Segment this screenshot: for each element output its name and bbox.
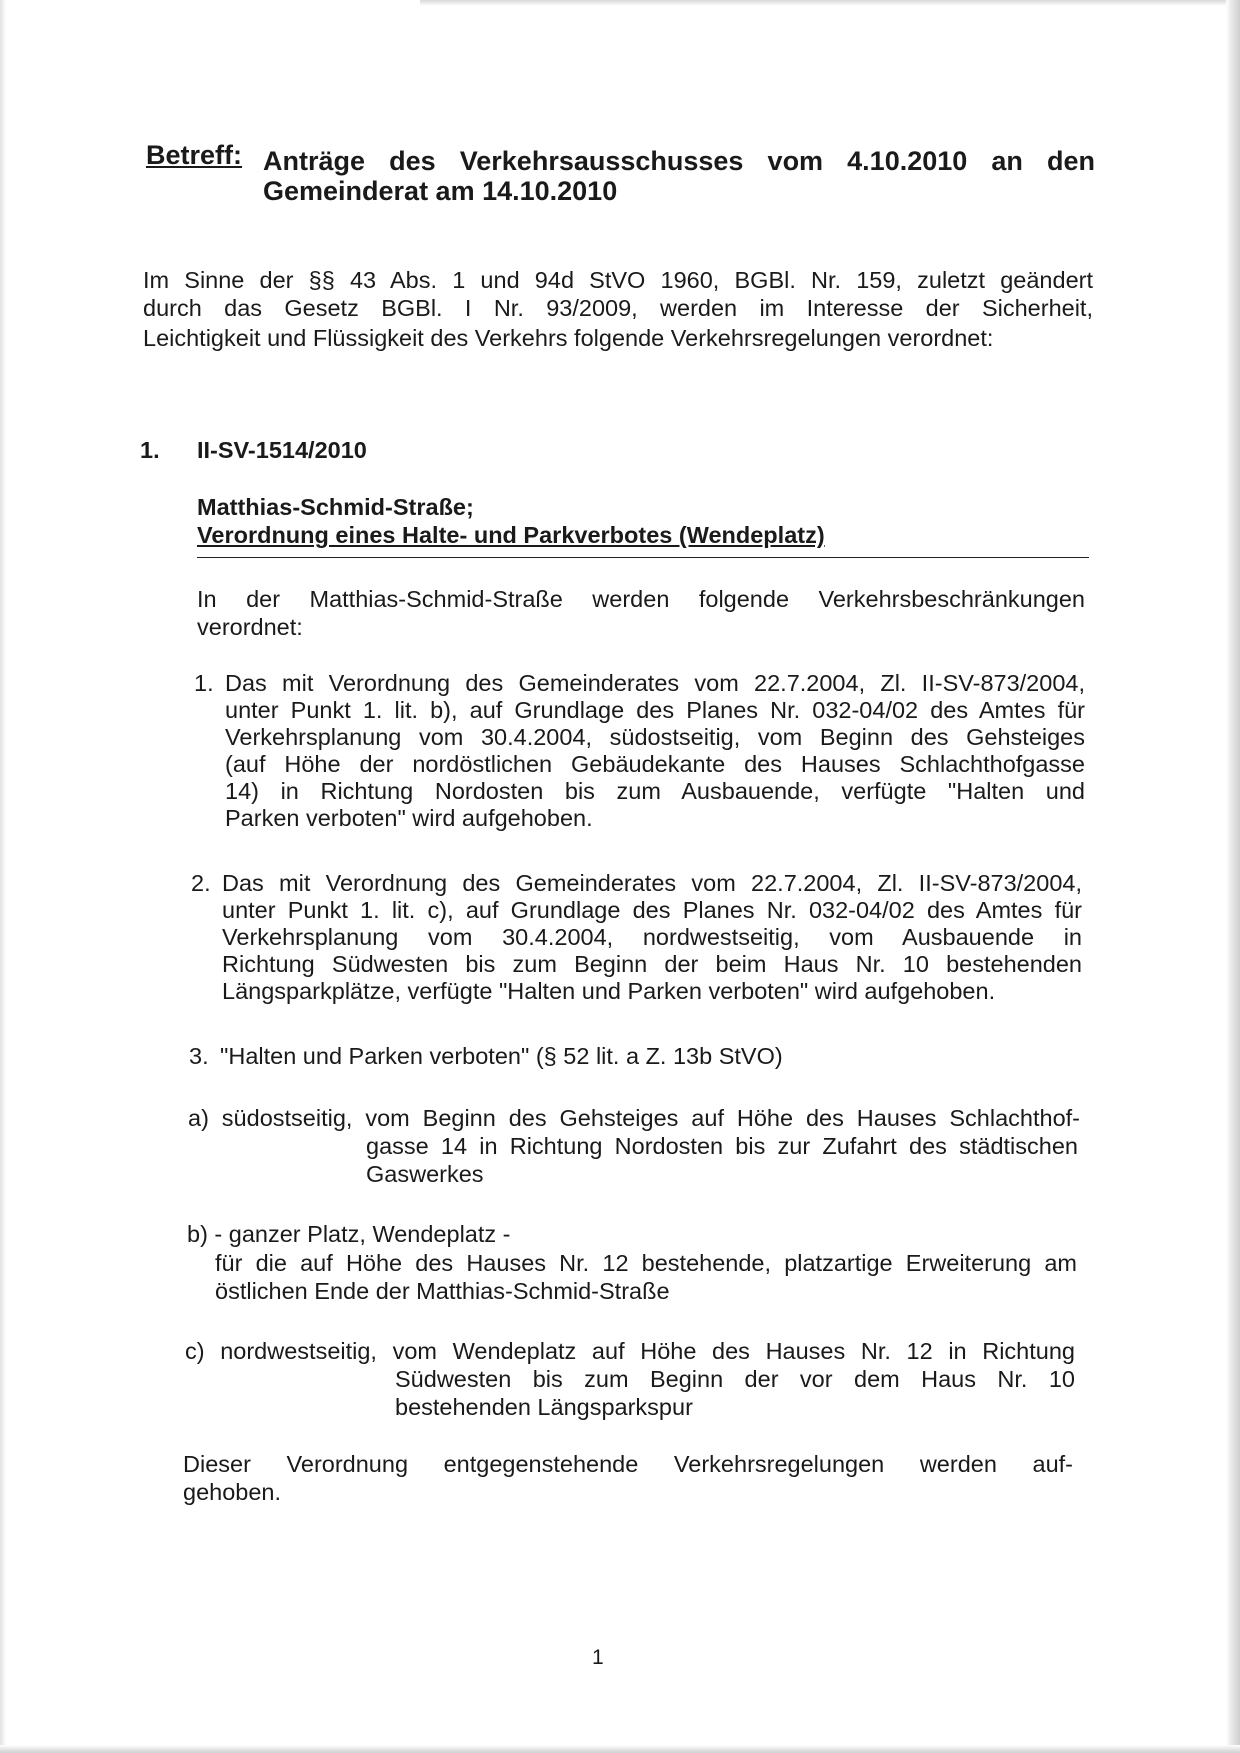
document-title-line1: Anträge des Verkehrsausschusses vom 4.10.2010 an den xyxy=(263,146,1095,176)
scan-edge-right xyxy=(1226,0,1240,1753)
point-1-line: 14) in Richtung Nordosten bis zum Ausbauende, verfügte "Halten und xyxy=(225,778,1085,804)
closing-line2: gehoben. xyxy=(183,1479,282,1505)
point-1-line: unter Punkt 1. lit. b), auf Grundlage des Planes Nr. 032-04/02 des Amtes für xyxy=(225,697,1085,723)
subpoint-b-line2: für die auf Höhe des Hauses Nr. 12 bestehende, platzartige Erweiterung am xyxy=(215,1250,1077,1276)
intro-line3: Leichtigkeit und Flüssigkeit des Verkehrs folgende Verkehrsregelungen verordnet: xyxy=(143,325,994,351)
subpoint-a-line1: a) südostseitig, vom Beginn des Gehsteiges auf Höhe des Hauses Schlachthof- xyxy=(188,1105,1080,1131)
document-title-line2: Gemeinderat am 14.10.2010 xyxy=(263,176,618,206)
point-1-number: 1. xyxy=(194,670,214,696)
scan-edge-bottom xyxy=(0,1745,1240,1753)
lead-line2: verordnet: xyxy=(197,614,303,640)
page-number: 1 xyxy=(592,1646,604,1669)
subpoint-c-line2: Südwesten bis zum Beginn der vor dem Haus Nr. 10 xyxy=(395,1366,1075,1392)
point-1-line: Parken verboten" wird aufgehoben. xyxy=(225,805,593,831)
point-2-line: Verkehrsplanung vom 30.4.2004, nordwestseitig, vom Ausbauende in xyxy=(222,924,1082,950)
item-subject-line2: Verordnung eines Halte- und Parkverbotes (Wendeplatz) xyxy=(197,522,825,548)
subpoint-b-line3: östlichen Ende der Matthias-Schmid-Straße xyxy=(215,1278,670,1304)
item-subject-line1: Matthias-Schmid-Straße; xyxy=(197,494,474,520)
subpoint-a-line2: gasse 14 in Richtung Nordosten bis zur Zufahrt des städtischen xyxy=(366,1133,1078,1159)
subpoint-b-line1: b) - ganzer Platz, Wendeplatz - xyxy=(187,1221,511,1247)
item-reference: II-SV-1514/2010 xyxy=(197,437,367,463)
lead-line1: In der Matthias-Schmid-Straße werden folgende Verkehrsbeschränkungen xyxy=(197,586,1085,612)
point-2-line: unter Punkt 1. lit. c), auf Grundlage des Planes Nr. 032-04/02 des Amtes für xyxy=(222,897,1082,923)
intro-line2: durch das Gesetz BGBl. I Nr. 93/2009, werden im Interesse der Sicherheit, xyxy=(143,295,1093,321)
scan-edge-left xyxy=(0,0,6,1753)
point-2-number: 2. xyxy=(191,870,211,896)
point-2-line: Das mit Verordnung des Gemeinderates vom 22.7.2004, Zl. II-SV-873/2004, xyxy=(222,870,1082,896)
subpoint-c-line3: bestehenden Längsparkspur xyxy=(395,1394,693,1420)
subpoint-a-line3: Gaswerkes xyxy=(366,1161,484,1187)
point-3-number: 3. xyxy=(189,1043,209,1069)
section-divider xyxy=(197,557,1089,558)
item-number: 1. xyxy=(140,437,160,463)
point-2-line: Längsparkplätze, verfügte "Halten und Parken verboten" wird aufgehoben. xyxy=(222,978,996,1004)
scan-edge-top xyxy=(420,0,1240,6)
point-1-line: Verkehrsplanung vom 30.4.2004, südostseitig, vom Beginn des Gehsteiges xyxy=(225,724,1085,750)
intro-line1: Im Sinne der §§ 43 Abs. 1 und 94d StVO 1960, BGBl. Nr. 159, zuletzt geändert xyxy=(143,267,1093,293)
point-1-line: Das mit Verordnung des Gemeinderates vom 22.7.2004, Zl. II-SV-873/2004, xyxy=(225,670,1085,696)
point-1-line: (auf Höhe der nordöstlichen Gebäudekante des Hauses Schlachthofgasse xyxy=(225,751,1085,777)
closing-line1: Dieser Verordnung entgegenstehende Verkehrsregelungen werden auf- xyxy=(183,1451,1073,1477)
point-2-line: Richtung Südwesten bis zum Beginn der beim Haus Nr. 10 bestehenden xyxy=(222,951,1082,977)
subject-label: Betreff: xyxy=(146,140,243,170)
point-3-line: "Halten und Parken verboten" (§ 52 lit. a Z. 13b StVO) xyxy=(220,1043,783,1069)
subpoint-c-line1: c) nordwestseitig, vom Wendeplatz auf Höhe des Hauses Nr. 12 in Richtung xyxy=(185,1338,1075,1364)
